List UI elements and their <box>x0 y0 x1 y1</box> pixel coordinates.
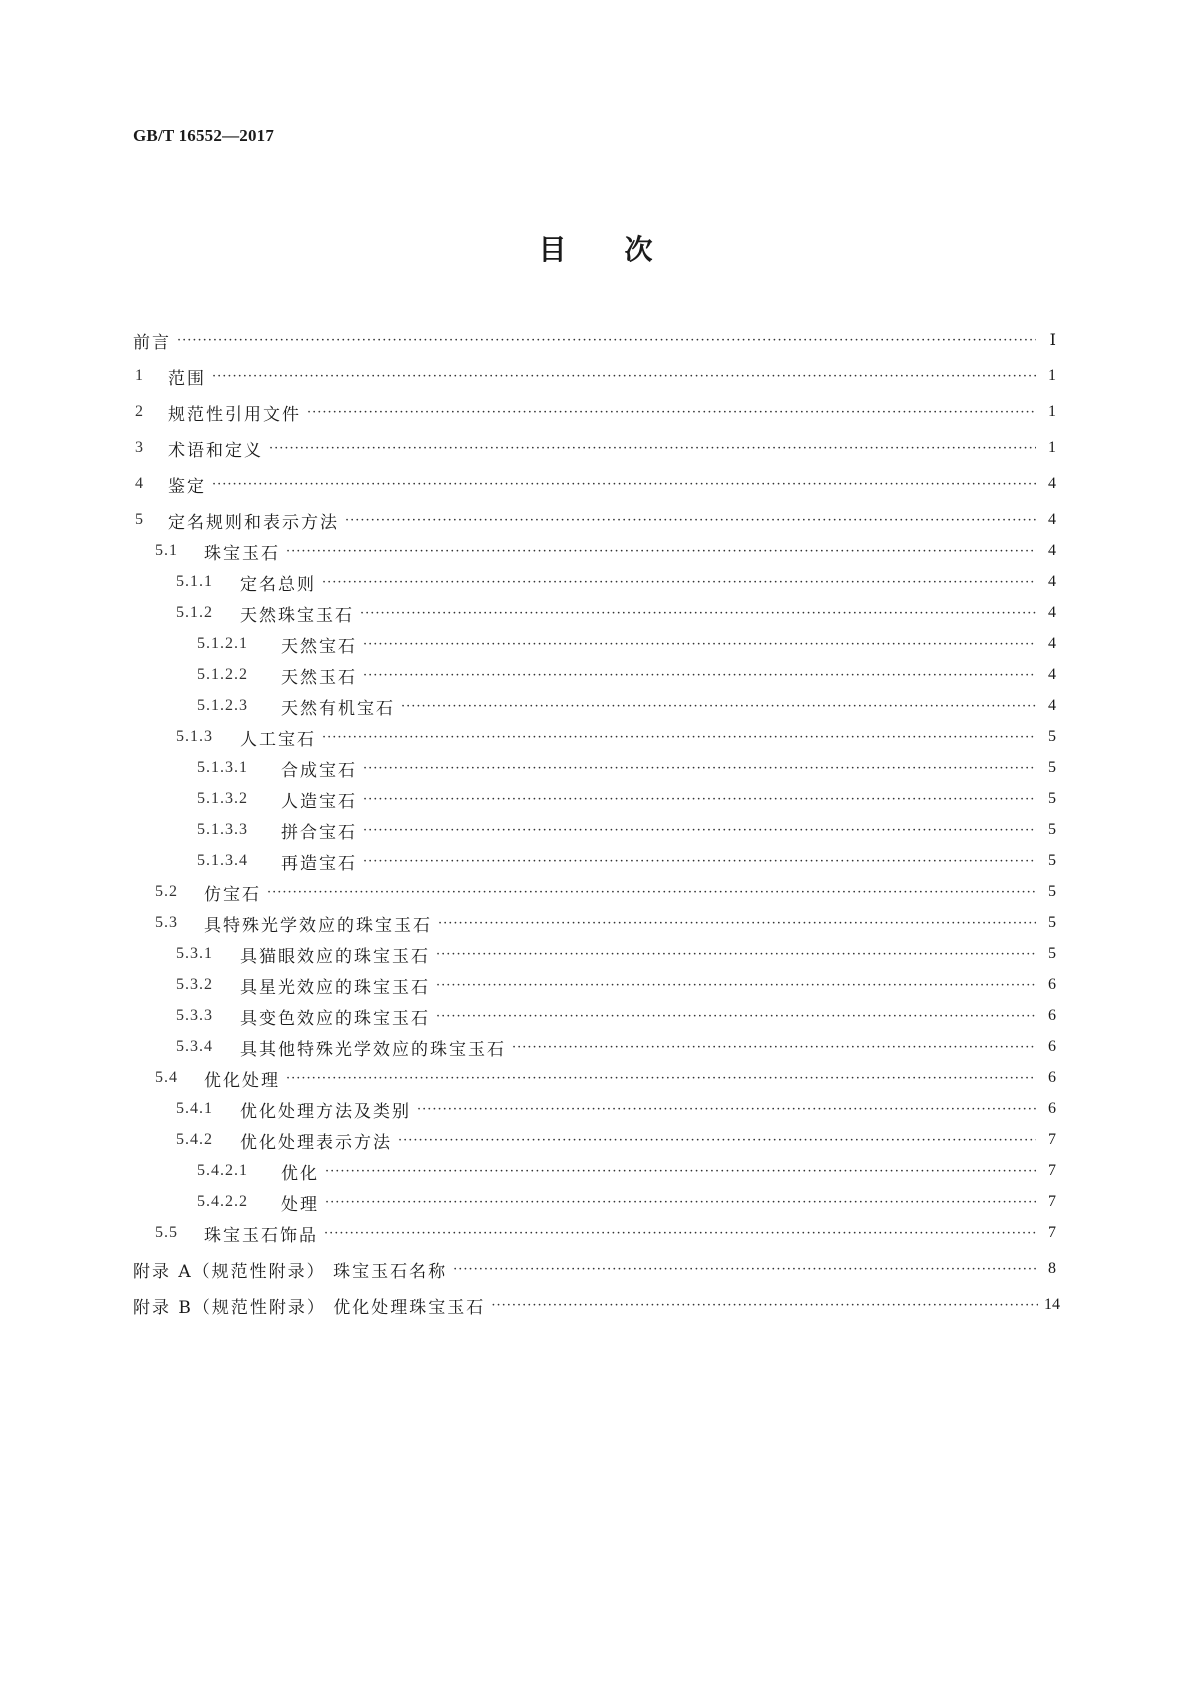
toc-entry-title: 定名总则 <box>240 574 316 595</box>
toc-entry-page: 1 <box>1048 403 1056 420</box>
toc-entry-page: 4 <box>1048 604 1056 621</box>
toc-entry[interactable] <box>197 631 1056 657</box>
toc-entry[interactable] <box>176 1003 1056 1029</box>
toc-entry-title: 具特殊光学效应的珠宝玉石 <box>204 915 432 936</box>
toc-entry-title: 处理 <box>281 1194 319 1215</box>
toc-entry-page: 4 <box>1048 573 1056 590</box>
toc-entry-page: 7 <box>1048 1224 1056 1241</box>
toc-entry[interactable] <box>176 1034 1056 1060</box>
leader-dots <box>324 1226 1036 1241</box>
toc-entry-number: 5.4.2.1 <box>197 1162 248 1179</box>
toc-entry-page: 6 <box>1048 976 1056 993</box>
toc-entry[interactable] <box>155 1220 1056 1246</box>
toc-entry-number: 5.5 <box>155 1224 178 1241</box>
toc-entry-page: 14 <box>1044 1296 1060 1313</box>
toc-entry-title: 优化处理方法及类别 <box>240 1101 411 1122</box>
toc-entry-title: 具其他特殊光学效应的珠宝玉石 <box>240 1039 506 1060</box>
toc-entry[interactable] <box>155 910 1056 936</box>
toc-entry-number: 5.1.2.1 <box>197 635 248 652</box>
toc-entry-title: 珠宝玉石饰品 <box>204 1225 318 1246</box>
toc-entry[interactable] <box>155 1065 1056 1091</box>
leader-dots <box>363 761 1036 776</box>
toc-entry-title: 再造宝石 <box>281 853 357 874</box>
leader-dots <box>269 441 1036 456</box>
toc-entry-title: 天然玉石 <box>281 667 357 688</box>
toc-entry-number: 5.1.2.3 <box>197 697 248 714</box>
toc-entry[interactable] <box>176 1096 1056 1122</box>
toc-entry-title: 优化处理表示方法 <box>240 1132 392 1153</box>
leader-dots <box>417 1102 1036 1117</box>
toc-entry-title: 具星光效应的珠宝玉石 <box>240 977 430 998</box>
toc-entry-number: 5.4.1 <box>176 1100 213 1117</box>
toc-entry-number: 5.4.2 <box>176 1131 213 1148</box>
leader-dots <box>363 668 1036 683</box>
toc-entry-number: 5.1 <box>155 542 178 559</box>
toc-entry-number: 5.1.1 <box>176 573 213 590</box>
leader-dots <box>267 885 1036 900</box>
toc-entry-page: 6 <box>1048 1100 1056 1117</box>
toc-entry[interactable] <box>176 972 1056 998</box>
toc-entry-number: 5.4 <box>155 1069 178 1086</box>
leader-dots <box>363 823 1036 838</box>
toc-entry[interactable] <box>176 941 1056 967</box>
toc-entry[interactable] <box>176 600 1056 626</box>
toc-entry-page: 5 <box>1048 883 1056 900</box>
toc-entry-title: 范围 <box>168 368 206 389</box>
toc-entry[interactable] <box>135 507 1056 533</box>
toc-entry-number: 5.1.3.3 <box>197 821 248 838</box>
toc-entry-page: 7 <box>1048 1131 1056 1148</box>
toc-entry-title: 优化 <box>281 1163 319 1184</box>
toc-entry-title: 仿宝石 <box>204 884 261 905</box>
toc-entry-page: 7 <box>1048 1162 1056 1179</box>
toc-entry-number: 5.1.2 <box>176 604 213 621</box>
toc-entry-number: 5.3 <box>155 914 178 931</box>
toc-entry-number: 2 <box>135 403 144 420</box>
toc-entry[interactable] <box>197 755 1056 781</box>
toc-entry-number: 5.1.2.2 <box>197 666 248 683</box>
toc-entry-title: 定名规则和表示方法 <box>168 512 339 533</box>
standard-code: GB/T 16552—2017 <box>133 126 275 145</box>
toc-entry-page: 1 <box>1048 367 1056 384</box>
leader-dots <box>438 916 1036 931</box>
toc-entry-number: 5.3.3 <box>176 1007 213 1024</box>
toc-entry-number: 5.3.2 <box>176 976 213 993</box>
toc-entry-number: 5.1.3 <box>176 728 213 745</box>
toc-entry-title: 天然有机宝石 <box>281 698 395 719</box>
leader-dots <box>363 854 1036 869</box>
toc-entry-page: 7 <box>1048 1193 1056 1210</box>
toc-entry-number: 1 <box>135 367 144 384</box>
toc-entry-title: 附录 B（规范性附录） 优化处理珠宝玉石 <box>133 1297 486 1318</box>
leader-dots <box>286 1071 1036 1086</box>
toc-entry-title: 拼合宝石 <box>281 822 357 843</box>
toc-entry[interactable] <box>197 817 1056 843</box>
toc-entry[interactable] <box>135 363 1056 389</box>
toc-entry[interactable] <box>176 569 1056 595</box>
leader-dots <box>436 947 1036 962</box>
leader-dots <box>286 544 1036 559</box>
toc-entry[interactable] <box>135 435 1056 461</box>
toc-entry-title: 人工宝石 <box>240 729 316 750</box>
toc-entry[interactable] <box>176 1127 1056 1153</box>
toc-entry-title: 人造宝石 <box>281 791 357 812</box>
toc-entry-page: 6 <box>1048 1069 1056 1086</box>
toc-entry-page: 6 <box>1048 1007 1056 1024</box>
toc-entry-page: 4 <box>1048 697 1056 714</box>
toc-entry-title: 天然宝石 <box>281 636 357 657</box>
toc-entry-title: 附录 A（规范性附录） 珠宝玉石名称 <box>133 1261 448 1282</box>
leader-dots <box>307 405 1036 420</box>
leader-dots <box>212 477 1036 492</box>
toc-entry-title: 珠宝玉石 <box>204 543 280 564</box>
toc-entry[interactable] <box>197 1189 1056 1215</box>
toc-entry-page: 5 <box>1048 945 1056 962</box>
leader-dots <box>177 333 1036 348</box>
toc-entry-page: 5 <box>1048 728 1056 745</box>
toc-entry-page: 6 <box>1048 1038 1056 1055</box>
toc-entry[interactable] <box>197 786 1056 812</box>
toc-entry-page: 4 <box>1048 475 1056 492</box>
toc-entry-number: 4 <box>135 475 144 492</box>
toc-entry[interactable] <box>135 399 1056 425</box>
leader-dots <box>512 1040 1036 1055</box>
toc-entry[interactable] <box>197 848 1056 874</box>
leader-dots <box>401 699 1036 714</box>
toc-entry[interactable] <box>155 538 1056 564</box>
toc-entry-title: 优化处理 <box>204 1070 280 1091</box>
leader-dots <box>363 637 1036 652</box>
toc-entry-page: 5 <box>1048 759 1056 776</box>
toc-entry-title: 术语和定义 <box>168 440 263 461</box>
toc-entry-number: 3 <box>135 439 144 456</box>
toc-entry-number: 5 <box>135 511 144 528</box>
toc-entry-number: 5.1.3.1 <box>197 759 248 776</box>
toc-entry[interactable] <box>197 693 1056 719</box>
toc-entry-page: Ⅰ <box>1049 332 1056 349</box>
toc-entry[interactable] <box>133 1256 1056 1282</box>
leader-dots <box>436 978 1036 993</box>
leader-dots <box>212 369 1036 384</box>
toc-entry-page: 5 <box>1048 914 1056 931</box>
toc-entry[interactable] <box>135 471 1056 497</box>
toc-entry-page: 5 <box>1048 790 1056 807</box>
toc-entry-page: 5 <box>1048 852 1056 869</box>
toc-entry-title: 天然珠宝玉石 <box>240 605 354 626</box>
toc-entry[interactable] <box>133 327 1056 353</box>
toc-entry[interactable] <box>155 879 1056 905</box>
leader-dots <box>363 792 1036 807</box>
toc-entry[interactable] <box>176 724 1056 750</box>
toc-entry-number: 5.4.2.2 <box>197 1193 248 1210</box>
leader-dots <box>325 1164 1036 1179</box>
leader-dots <box>325 1195 1036 1210</box>
leader-dots <box>360 606 1036 621</box>
toc-entry-title: 具变色效应的珠宝玉石 <box>240 1008 430 1029</box>
leader-dots <box>345 513 1036 528</box>
toc-entry-page: 5 <box>1048 821 1056 838</box>
toc-entry-number: 5.3.1 <box>176 945 213 962</box>
leader-dots <box>491 1298 1038 1313</box>
toc-entry-number: 5.1.3.2 <box>197 790 248 807</box>
page-title: 目次 <box>538 233 711 266</box>
toc-entry[interactable] <box>133 1292 1060 1318</box>
toc-entry-title: 鉴定 <box>168 476 206 497</box>
toc-entry-page: 4 <box>1048 666 1056 683</box>
toc-entry-title: 合成宝石 <box>281 760 357 781</box>
toc-entry[interactable] <box>197 662 1056 688</box>
leader-dots <box>453 1262 1036 1277</box>
leader-dots <box>322 730 1036 745</box>
toc-entry-page: 4 <box>1048 542 1056 559</box>
toc-entry-title: 前言 <box>133 332 171 353</box>
toc-entry-title: 规范性引用文件 <box>168 404 301 425</box>
toc-entry-title: 具猫眼效应的珠宝玉石 <box>240 946 430 967</box>
toc-entry-number: 5.3.4 <box>176 1038 213 1055</box>
toc-entry-page: 4 <box>1048 511 1056 528</box>
toc-entry[interactable] <box>197 1158 1056 1184</box>
leader-dots <box>322 575 1036 590</box>
leader-dots <box>398 1133 1036 1148</box>
toc-entry-page: 8 <box>1048 1260 1056 1277</box>
leader-dots <box>436 1009 1036 1024</box>
toc-entry-number: 5.2 <box>155 883 178 900</box>
toc-entry-number: 5.1.3.4 <box>197 852 248 869</box>
toc-entry-page: 4 <box>1048 635 1056 652</box>
toc-entry-page: 1 <box>1048 439 1056 456</box>
